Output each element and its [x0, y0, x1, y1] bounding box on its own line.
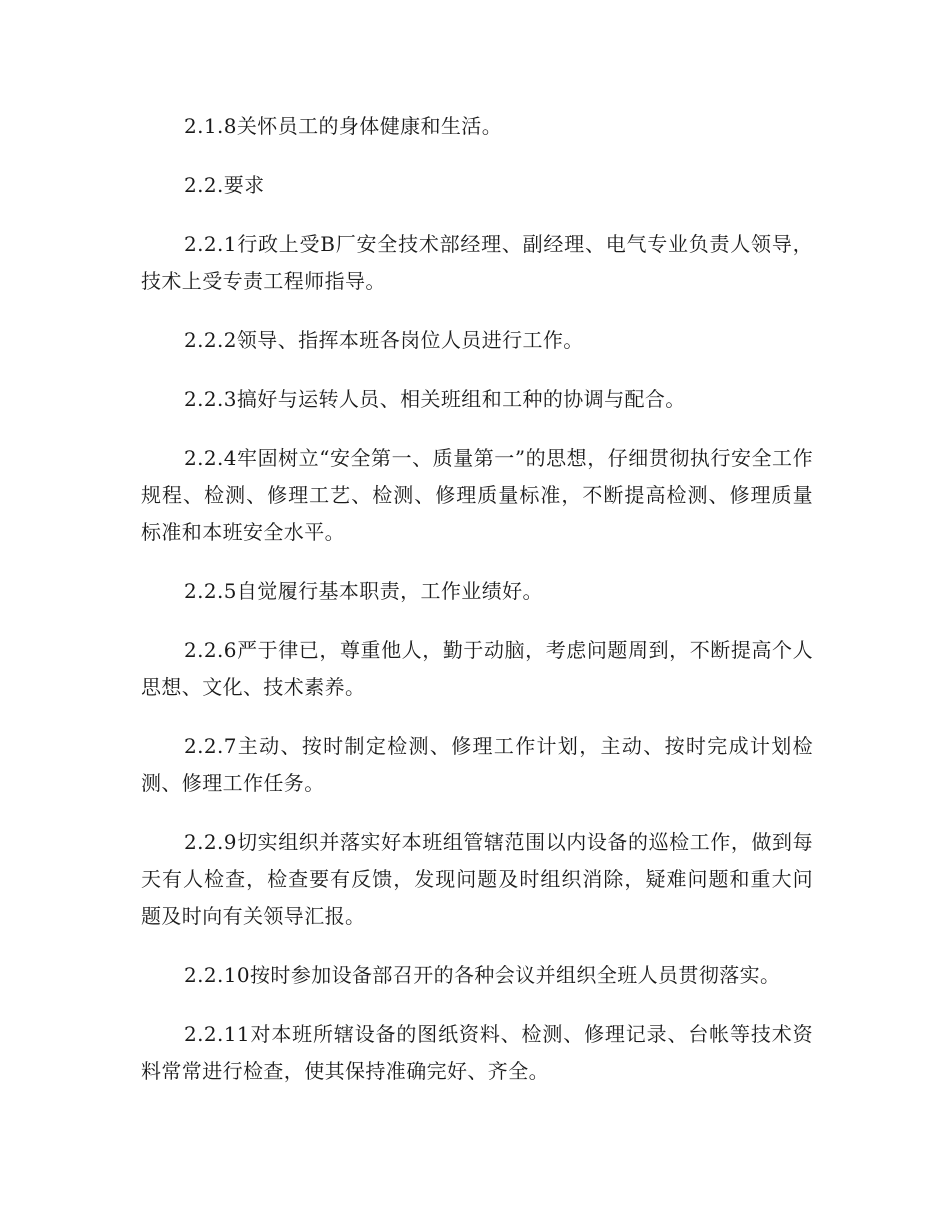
- paragraph-2-2-10: 2.2.10按时参加设备部召开的各种会议并组织全班人员贯彻落实。: [184, 963, 781, 987]
- paragraph-2-1-8: 2.1.8关怀员工的身体健康和生活。: [184, 114, 503, 138]
- document-body: [141, 108, 813, 1112]
- paragraph-2-2-1: 2.2.1行政上受B厂安全技术部经理、副经理、电气专业负责人领导，技术上受专责工程师指导。: [141, 232, 813, 293]
- paragraph-2-2-3: 2.2.3搞好与运转人员、相关班组和工种的协调与配合。: [184, 387, 686, 411]
- paragraph-2-2-5: 2.2.5自觉履行基本职责，工作业绩好。: [184, 579, 543, 603]
- paragraph-2-2-4: 2.2.4牢固树立“安全第一、质量第一”的思想，仔细贯彻执行安全工作规程、检测、修理工艺、检测、修理质量标准，不断提高检测、修理质量标准和本班安全水平。: [141, 446, 813, 544]
- section-heading-2-2: 2.2.要求: [184, 173, 265, 197]
- paragraph-2-2-7: 2.2.7主动、按时制定检测、修理工作计划，主动、按时完成计划检测、修理工作任务。: [141, 734, 813, 795]
- paragraph-2-2-6: 2.2.6严于律已，尊重他人，勤于动脑，考虑问题周到，不断提高个人思想、文化、技术素养。: [141, 638, 813, 699]
- paragraph-2-2-11: 2.2.11对本班所辖设备的图纸资料、检测、修理记录、台帐等技术资料常常进行检查，使其保持准确完好、齐全。: [141, 1022, 813, 1083]
- paragraph-2-2-9: 2.2.9切实组织并落实好本班组管辖范围以内设备的巡检工作，做到每天有人检查，检查要有反馈，发现问题及时组织消除，疑难问题和重大问题及时向有关领导汇报。: [141, 830, 813, 928]
- paragraph-2-2-2: 2.2.2领导、指挥本班各岗位人员进行工作。: [184, 328, 584, 352]
